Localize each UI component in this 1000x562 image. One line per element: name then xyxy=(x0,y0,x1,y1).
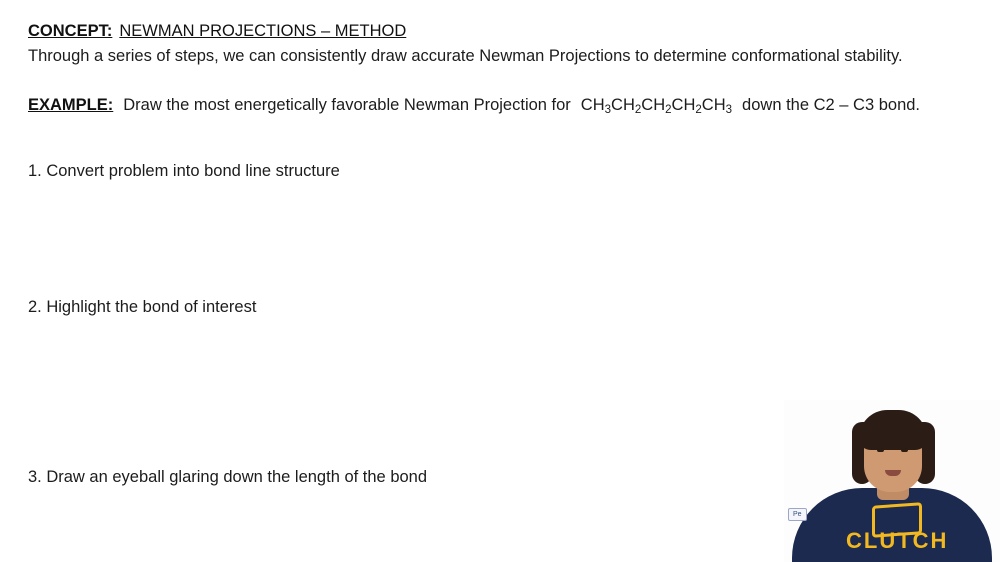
formula-segment-4: $CH_2$ xyxy=(671,96,702,116)
hair-top xyxy=(859,410,927,450)
molecular-formula xyxy=(581,96,732,115)
formula-segment-5: $CH_3$ xyxy=(701,96,733,116)
step-item-1: 1. Convert problem into bond line structure xyxy=(28,162,340,180)
example-text-after: down the C2 – C3 bond. xyxy=(742,96,921,114)
step-item-3: 3. Draw an eyeball glaring down the length of the bond xyxy=(28,468,428,486)
watermark-badge: Pe xyxy=(788,508,807,521)
eye-left xyxy=(877,448,884,452)
presenter-figure xyxy=(784,400,1000,562)
slide-content xyxy=(28,22,960,122)
eye-right xyxy=(901,448,908,452)
formula-segment-3: $CH_2$ xyxy=(641,96,672,116)
formula-segment-2: $CH_2$ xyxy=(611,96,642,116)
example-label: EXAMPLE: xyxy=(28,96,114,114)
concept-heading xyxy=(28,22,960,41)
concept-label: CONCEPT: xyxy=(28,22,113,40)
concept-description: Through a series of steps, we can consistently draw accurate Newman Projections to determine conformational stability. xyxy=(28,47,903,65)
step-item-2: 2. Highlight the bond of interest xyxy=(28,298,257,316)
shirt-logo-text: CLUTCH xyxy=(846,528,949,553)
example-text-before: Draw the most energetically favorable Newman Projection for xyxy=(123,96,571,114)
example-heading xyxy=(28,96,960,115)
concept-title: NEWMAN PROJECTIONS – METHOD xyxy=(119,22,407,40)
formula-segment-1: $CH_3$ xyxy=(580,96,612,116)
presenter-video xyxy=(784,400,1000,562)
